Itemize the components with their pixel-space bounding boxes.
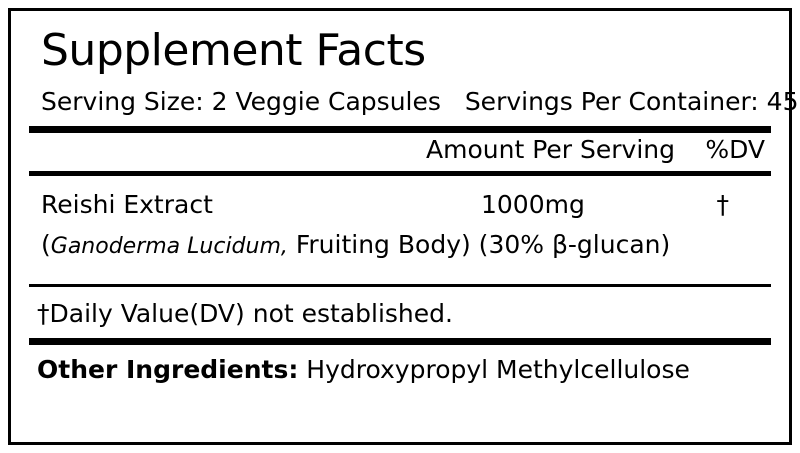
ingredient-detail-rest: Fruiting Body) (30% β-glucan) bbox=[287, 230, 671, 259]
other-ingredients-label: Other Ingredients: bbox=[37, 355, 299, 384]
servings-per-container-label: Servings Per Container: bbox=[464, 87, 759, 116]
divider-above-other-ingredients bbox=[29, 338, 771, 345]
page-title: Supplement Facts bbox=[41, 25, 426, 76]
table-row bbox=[29, 176, 771, 284]
column-header-dv: %DV bbox=[705, 135, 765, 164]
divider-above-footnote bbox=[29, 284, 771, 287]
divider-top bbox=[29, 126, 771, 133]
supplement-facts-panel bbox=[8, 8, 799, 445]
serving-info bbox=[41, 87, 799, 116]
other-ingredients-value: Hydroxypropyl Methylcellulose bbox=[306, 355, 690, 384]
ingredient-amount: 1000mg bbox=[481, 190, 585, 219]
detail-open-paren: ( bbox=[41, 230, 51, 259]
ingredient-detail bbox=[41, 230, 670, 259]
serving-size-label: Serving Size: bbox=[41, 87, 204, 116]
servings-per-container-value: 45 bbox=[766, 87, 799, 116]
column-header-amount: Amount Per Serving bbox=[426, 135, 675, 164]
ingredient-latin-name: Ganoderma Lucidum, bbox=[50, 234, 288, 259]
daily-value-footnote: †Daily Value(DV) not established. bbox=[37, 299, 453, 328]
ingredient-name: Reishi Extract bbox=[41, 190, 213, 219]
column-header-row bbox=[29, 135, 771, 171]
ingredient-dv: † bbox=[716, 190, 729, 219]
serving-size-value: 2 Veggie Capsules bbox=[211, 87, 441, 116]
other-ingredients-row bbox=[37, 355, 771, 384]
